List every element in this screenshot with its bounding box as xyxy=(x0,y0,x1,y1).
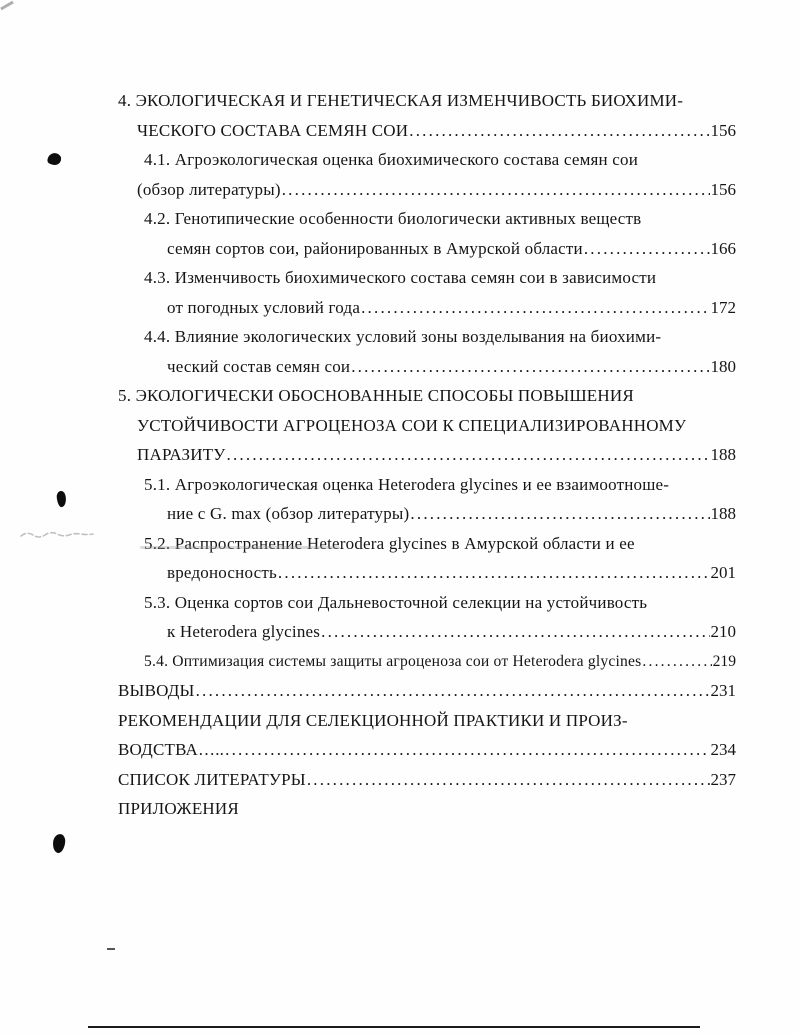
toc-line xyxy=(118,411,736,441)
toc-line xyxy=(118,381,736,411)
ink-blob-artifact xyxy=(52,833,66,853)
page-number: 180 xyxy=(710,356,736,376)
toc-line-text: ВОДСТВА….. xyxy=(118,740,225,759)
toc-line xyxy=(118,558,736,588)
toc-line xyxy=(118,529,736,559)
toc-line-text: ПРИЛОЖЕНИЯ xyxy=(118,799,239,818)
toc-line-text: к Heterodera glycines xyxy=(167,622,321,641)
toc-line xyxy=(118,735,736,765)
toc-line xyxy=(118,263,736,293)
dot-leader xyxy=(282,175,710,205)
toc-line-text: 5.3. Оценка сортов сои Дальневосточной селекции на устойчивость xyxy=(144,592,648,612)
toc-line xyxy=(118,794,736,824)
toc-line xyxy=(118,470,736,500)
toc-line xyxy=(118,765,736,795)
dot-leader xyxy=(351,352,709,382)
toc-line xyxy=(118,116,736,146)
page-number: 201 xyxy=(710,563,736,582)
toc-line-text: 4.4. Влияние экологических условий зоны возделывания на биохими- xyxy=(144,327,662,346)
toc-line-text: ВЫВОДЫ xyxy=(118,681,195,700)
toc-line xyxy=(118,676,736,706)
toc-line xyxy=(118,647,736,677)
scan-corner-artifact xyxy=(0,1,14,11)
dot-leader xyxy=(584,234,710,264)
page-number: 188 xyxy=(710,504,736,523)
toc-line-text: СПИСОК ЛИТЕРАТУРЫ xyxy=(118,769,306,789)
toc-line-text: вредоносность xyxy=(167,563,277,582)
toc-line-text: 4. ЭКОЛОГИЧЕСКАЯ И ГЕНЕТИЧЕСКАЯ ИЗМЕНЧИВОСТЬ БИОХИМИ- xyxy=(118,91,684,110)
toc-line-text: семян сортов сои, районированных в Амурской области xyxy=(167,238,583,258)
toc-line xyxy=(118,293,736,323)
toc-list xyxy=(118,86,736,824)
toc-line-text: ПАРАЗИТУ xyxy=(137,445,226,464)
dot-leader xyxy=(225,735,709,765)
toc-line-text: УСТОЙЧИВОСТИ АГРОЦЕНОЗА СОИ К СПЕЦИАЛИЗИРОВАННОМУ xyxy=(137,415,687,435)
toc-line-text: от погодных условий года xyxy=(167,297,361,317)
page-number: 210 xyxy=(710,622,736,641)
dot-leader xyxy=(307,765,710,795)
toc-line-text: РЕКОМЕНДАЦИИ ДЛЯ СЕЛЕКЦИОННОЙ ПРАКТИКИ И ПРОИЗ- xyxy=(118,710,628,730)
toc-line xyxy=(118,175,736,205)
dot-leader xyxy=(410,499,709,529)
page-number: 231 xyxy=(710,681,736,700)
scan-smudge-artifact xyxy=(140,546,340,549)
toc-line xyxy=(118,440,736,470)
toc-line xyxy=(118,86,736,116)
scan-edge-line-artifact xyxy=(88,1026,700,1028)
dot-leader xyxy=(321,617,709,647)
toc-line xyxy=(118,352,736,382)
ink-blob-artifact xyxy=(46,151,62,166)
dot-leader xyxy=(361,293,709,323)
toc-line-text: 4.3. Изменчивость биохимического состава семян сои в зависимости xyxy=(144,268,657,287)
toc-line xyxy=(118,706,736,736)
pencil-scribble-artifact xyxy=(20,528,100,542)
toc-line-text: 5. ЭКОЛОГИЧЕСКИ ОБОСНОВАННЫЕ СПОСОБЫ ПОВЫШЕНИЯ xyxy=(118,386,634,405)
pencil-dash-artifact xyxy=(107,948,115,950)
toc-line xyxy=(118,204,736,234)
toc-line xyxy=(118,588,736,618)
toc-line-text: ЧЕСКОГО СОСТАВА СЕМЯН СОИ xyxy=(137,120,409,140)
toc-line-text: ческий состав семян сои xyxy=(167,356,351,376)
dot-leader xyxy=(409,116,709,146)
dot-leader xyxy=(227,440,710,470)
toc-line xyxy=(118,499,736,529)
toc-line-text: 4.1. Агроэкологическая оценка биохимического состава семян сои xyxy=(144,150,639,169)
toc-line-text: 5.4. Оптимизация системы защиты агроценоза сои от Heterodera glycines xyxy=(144,652,642,670)
page-number: 156 xyxy=(710,179,736,199)
toc-line xyxy=(118,617,736,647)
page-number: 219 xyxy=(712,652,736,670)
toc-line-text: (обзор литературы) xyxy=(137,179,281,199)
page-number: 188 xyxy=(710,445,736,464)
page-number: 156 xyxy=(710,120,736,140)
dot-leader xyxy=(642,647,711,677)
page-number: 166 xyxy=(710,238,736,258)
dot-leader xyxy=(278,558,710,588)
toc-line xyxy=(118,234,736,264)
page-number: 234 xyxy=(710,740,736,759)
toc-line xyxy=(118,322,736,352)
toc-line-text: ние с G. max (обзор литературы) xyxy=(167,504,410,523)
toc-line-text: 5.2. Распространение Heterodera glycines в Амурской области и ее xyxy=(144,533,635,553)
page-number: 172 xyxy=(710,297,736,317)
page-number: 237 xyxy=(710,769,736,789)
toc-line xyxy=(118,145,736,175)
toc-line-text: 5.1. Агроэкологическая оценка Heterodera glycines и ее взаимоотноше- xyxy=(144,474,670,494)
dot-leader xyxy=(196,676,710,706)
toc-line-text: 4.2. Генотипические особенности биологически активных веществ xyxy=(144,209,642,228)
ink-blob-artifact xyxy=(56,490,67,507)
